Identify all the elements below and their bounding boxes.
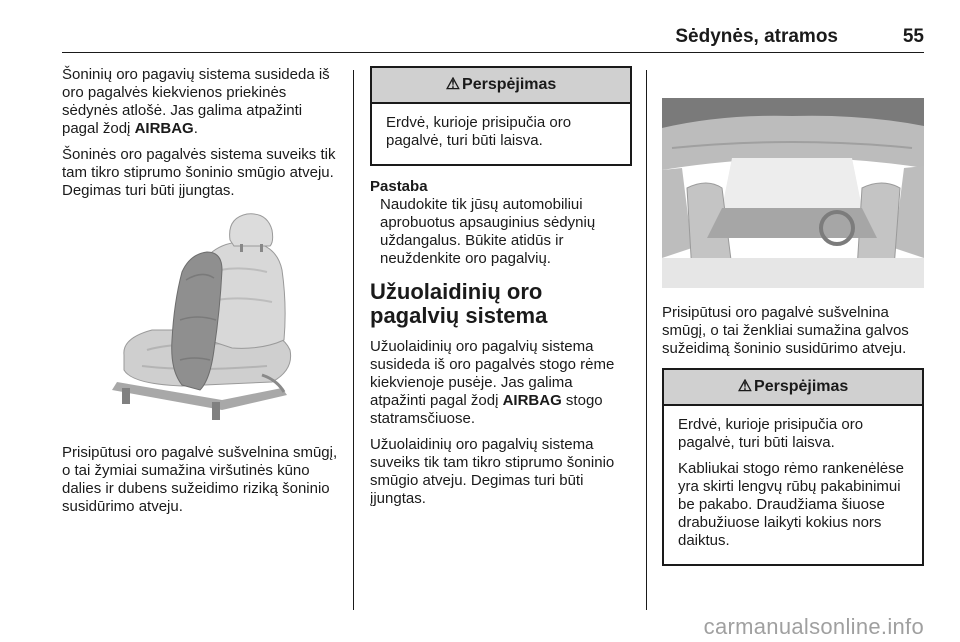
warning-box <box>662 368 924 566</box>
warning-text: Erdvė, kurioje prisipučia oro pagalvė, turi būti laisva. <box>386 114 572 149</box>
column-divider-2 <box>646 70 647 610</box>
seat-airbag-illustration <box>62 210 340 432</box>
paragraph: Šoninės oro pagalvės sistema suveiks tik tam tikro stiprumo šoninio smūgio atveju. Degimas turi būti įjungtas. <box>62 146 336 199</box>
warning-header: ⚠ Perspėjimas <box>664 370 922 406</box>
figure-caption: Prisipūtusi oro pagalvė sušvelnina smūgį, o tai ženkliai sumažina galvos sužeidimą šoninio susidūrimo atveju. <box>662 304 909 357</box>
warning-body <box>664 406 922 564</box>
paragraph: Užuolaidinių oro pagalvių sistema susideda iš oro pagalvės stogo rėme kiekvienoje pusėje. Jas galima atpažinti pagal žodį AIRBAG stogo statramsčiuose. <box>370 338 615 427</box>
warning-text: Erdvė, kurioje prisipučia oro pagalvė, turi būti laisva. <box>678 416 864 451</box>
paragraph: Šoninių oro pagavių sistema susideda iš oro pagalvės kiekvienos priekinės sėdynės atlošė. Jas galima atpažinti pagal žodį AIRBAG. <box>62 66 330 137</box>
figure-caption: Prisipūtusi oro pagalvė sušvelnina smūgį, o tai žymiai sumažina viršutinės kūno dalies ir dubens sužeidimo riziką šoninio susidūrimo atveju. <box>62 444 338 515</box>
note <box>370 178 632 268</box>
warning-text: Kabliukai stogo rėmo rankenėlėse yra skirti lengvų rūbų pakabinimui be pakabo. Draudžiama šiuose drabužiuose laikyti kokius nors daiktus. <box>678 460 904 549</box>
warning-header: ⚠ Perspėjimas <box>372 68 630 104</box>
column-divider-1 <box>353 70 354 610</box>
paragraph: Užuolaidinių oro pagalvių sistema suveiks tik tam tikro stiprumo šoninio smūgio atveju. Degimas turi būti įjungtas. <box>370 436 615 507</box>
note-title: Pastaba <box>370 178 428 195</box>
warning-body <box>372 104 630 164</box>
watermark: carmanualsonline.info <box>703 614 924 639</box>
curtain-airbag-illustration <box>662 88 924 288</box>
column-2 <box>370 66 632 516</box>
header-title: Sėdynės, atramos <box>675 26 838 47</box>
warning-icon: ⚠ <box>737 378 753 395</box>
column-3 <box>662 66 924 578</box>
section-heading: Užuolaidinių oro pagalvių sistema <box>370 279 548 328</box>
column-1 <box>62 66 340 524</box>
warning-icon: ⚠ <box>445 76 461 93</box>
warning-box <box>370 66 632 166</box>
header-rule <box>62 52 924 53</box>
note-text: Naudokite tik jūsų automobiliui aprobuotus apsauginius sėdynių uždangalus. Būkite atidūs ir neuždenkite oro pagalvių. <box>380 196 596 267</box>
page-number: 55 <box>902 26 924 47</box>
